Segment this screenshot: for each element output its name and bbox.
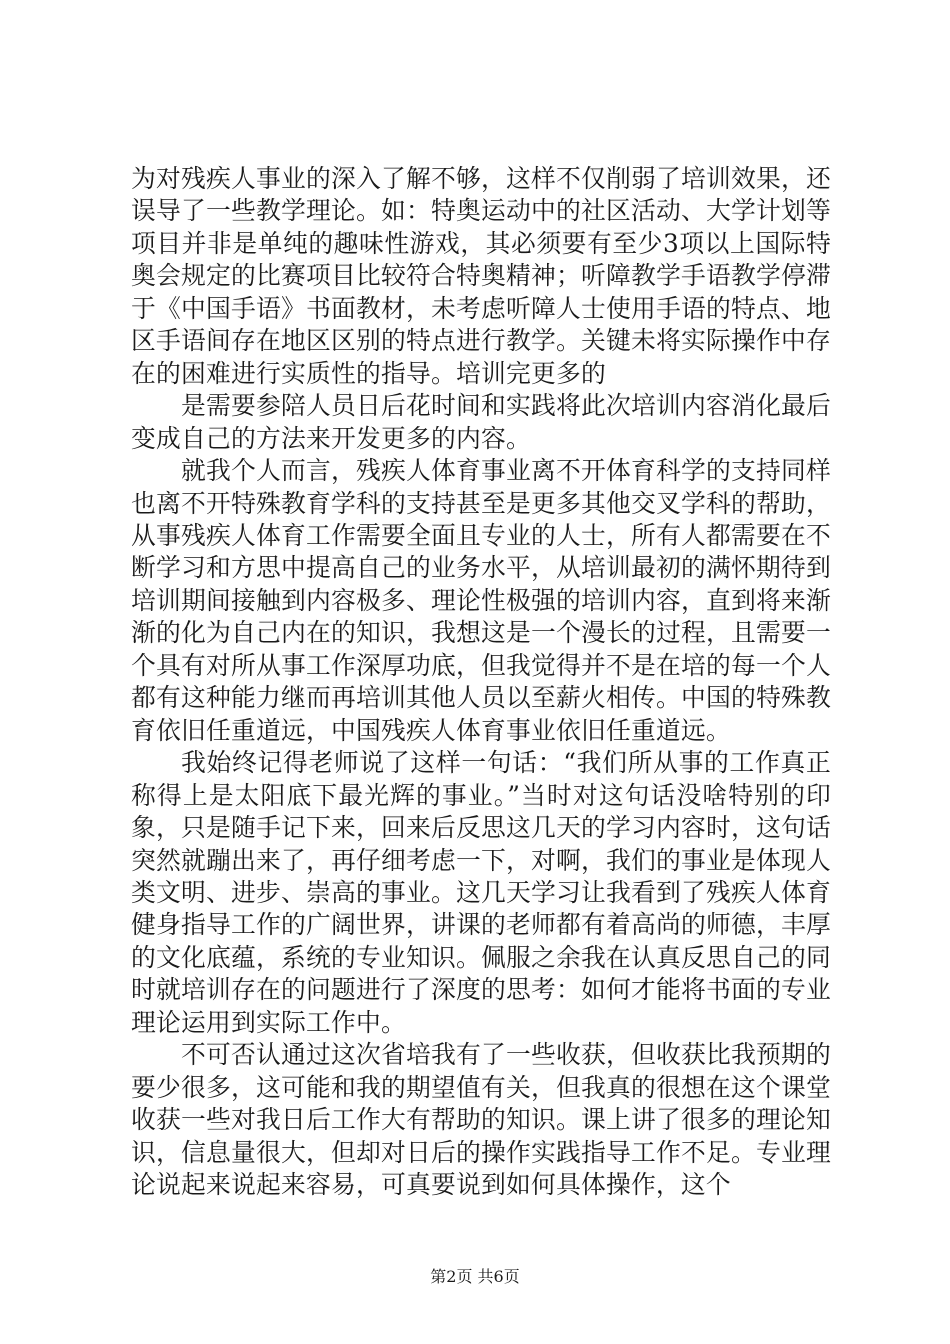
paragraph-5: 不可否认通过这次省培我有了一些收获，但收获比我预期的要少很多，这可能和我的期望值有关，但我真的很想在这个课堂收获一些对我日后工作大有帮助的知识。课上讲了很多的理论知识，信息量很大，但却对日后的操作实践指导工作不足。专业理论说起来说起来容易，可真要说到如何具体操作，这个 bbox=[131, 1040, 831, 1200]
page-number: 第2页 共6页 bbox=[430, 1267, 520, 1286]
paragraph-1: 为对残疾人事业的深入了解不够，这样不仅削弱了培训效果，还误导了一些教学理论。如：特奥运动中的社区活动、大学计划等项目并非是单纯的趣味性游戏，其必须要有至少3项以上国际特奥会规定的比赛项目比较符合特奥精神；听障教学手语教学停滞于《中国手语》书面教材，未考虑听障人士使用手语的特点、地区手语间存在地区区别的特点进行教学。关键未将实际操作中存在的困难进行实质性的指导。培训完更多的 bbox=[131, 164, 831, 388]
document-body bbox=[131, 163, 831, 1202]
paragraph-3: 就我个人而言，残疾人体育事业离不开体育科学的支持同样也离不开特殊教育学科的支持甚至是更多其他交叉学科的帮助，从事残疾人体育工作需要全面且专业的人士，所有人都需要在不断学习和方思中提高自己的业务水平，从培训最初的满怀期待到培训期间接触到内容极多、理论性极强的培训内容，直到将来渐渐的化为自己内在的知识，我想这是一个漫长的过程，且需要一个具有对所从事工作深厚功底，但我觉得并不是在培的每一个人都有这种能力继而再培训其他人员以至薪火相传。中国的特殊教育依旧任重道远，中国残疾人体育事业依旧任重道远。 bbox=[131, 456, 831, 745]
paragraph-4: 我始终记得老师说了这样一句话：“我们所从事的工作真正称得上是太阳底下最光辉的事业。”当时对这句话没啥特别的印象，只是随手记下来，回来后反思这几天的学习内容时，这句话突然就蹦出来了，再仔细考虑一下，对啊，我们的事业是体现人类文明、进步、崇高的事业。这几天学习让我看到了残疾人体育健身指导工作的广阔世界，讲课的老师都有着高尚的师德，丰厚的文化底蕴，系统的专业知识。佩服之余我在认真反思自己的同时就培训存在的问题进行了深度的思考：如何才能将书面的专业理论运用到实际工作中。 bbox=[131, 748, 831, 1037]
page-footer bbox=[0, 1267, 950, 1287]
paragraph-2: 是需要参陪人员日后花时间和实践将此次培训内容消化最后变成自己的方法来开发更多的内容。 bbox=[131, 391, 831, 453]
